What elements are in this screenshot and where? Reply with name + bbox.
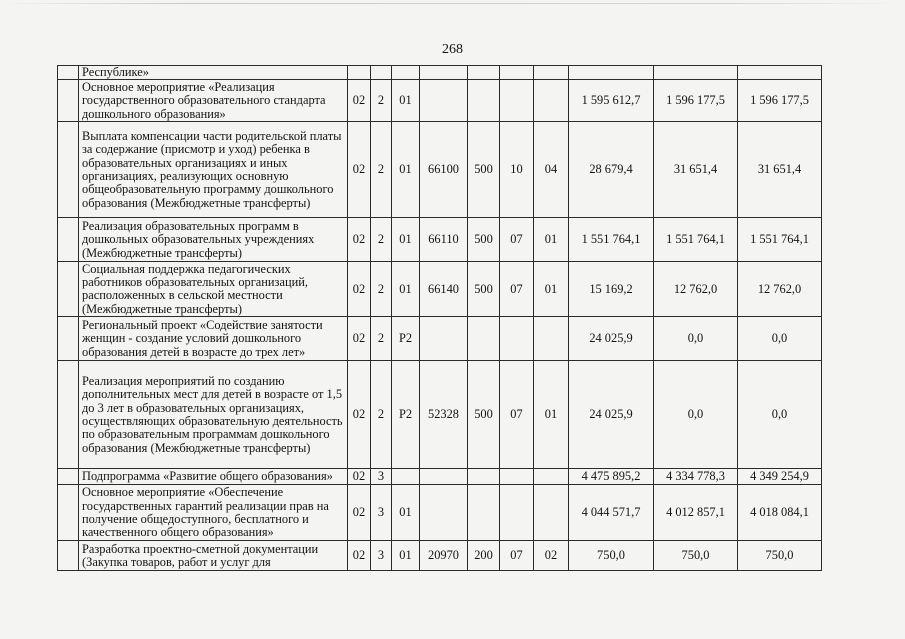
subsection-code: 04	[534, 122, 569, 218]
budget-table	[57, 65, 822, 571]
amount-year-2: 31 651,4	[654, 122, 738, 218]
amount-year-3	[738, 66, 822, 80]
item-description: Подпрограмма «Развитие общего образования»	[79, 469, 348, 485]
amount-year-3: 31 651,4	[738, 122, 822, 218]
subprogram-code: 3	[371, 485, 392, 541]
amount-year-2: 4 012 857,1	[654, 485, 738, 541]
table-row	[58, 262, 822, 317]
program-code: 02	[348, 361, 371, 469]
row-marker-cell	[58, 361, 79, 469]
expense-type-code	[468, 66, 500, 80]
target-code: 20970	[420, 541, 468, 571]
table-row	[58, 485, 822, 541]
subsection-code: 01	[534, 262, 569, 317]
subprogram-code: 2	[371, 218, 392, 262]
item-description: Социальная поддержка педагогических работников образовательных организаций, расположенных в сельской местности (Межбюджетные трансферты)	[79, 262, 348, 317]
subprogram-code: 2	[371, 361, 392, 469]
section-code: 07	[500, 218, 534, 262]
amount-year-1: 24 025,9	[569, 317, 654, 361]
row-marker-cell	[58, 317, 79, 361]
table-row	[58, 541, 822, 571]
amount-year-1: 750,0	[569, 541, 654, 571]
amount-year-2: 1 596 177,5	[654, 80, 738, 122]
program-code: 02	[348, 469, 371, 485]
item-description: Основное мероприятие «Обеспечение государственных гарантий реализации прав на получение общедоступного, бесплатного и качественного общего образования»	[79, 485, 348, 541]
amount-year-2: 4 334 778,3	[654, 469, 738, 485]
amount-year-1: 28 679,4	[569, 122, 654, 218]
program-code: 02	[348, 122, 371, 218]
expense-type-code: 500	[468, 122, 500, 218]
target-code	[420, 66, 468, 80]
section-code: 10	[500, 122, 534, 218]
measure-code: 01	[392, 262, 420, 317]
subsection-code: 02	[534, 541, 569, 571]
row-marker-cell	[58, 469, 79, 485]
section-code: 07	[500, 262, 534, 317]
expense-type-code	[468, 469, 500, 485]
subprogram-code: 2	[371, 317, 392, 361]
amount-year-2: 750,0	[654, 541, 738, 571]
subsection-code	[534, 485, 569, 541]
program-code: 02	[348, 218, 371, 262]
table-row	[58, 218, 822, 262]
subprogram-code: 2	[371, 80, 392, 122]
program-code	[348, 66, 371, 80]
amount-year-1: 4 044 571,7	[569, 485, 654, 541]
subsection-code: 01	[534, 218, 569, 262]
amount-year-1: 1 551 764,1	[569, 218, 654, 262]
subsection-code: 01	[534, 361, 569, 469]
table-row	[58, 122, 822, 218]
subprogram-code: 2	[371, 122, 392, 218]
row-marker-cell	[58, 541, 79, 571]
table-row	[58, 80, 822, 122]
expense-type-code	[468, 485, 500, 541]
subsection-code	[534, 66, 569, 80]
page-number: 268	[442, 42, 463, 57]
expense-type-code: 500	[468, 218, 500, 262]
measure-code: 01	[392, 122, 420, 218]
amount-year-2	[654, 66, 738, 80]
row-marker-cell	[58, 66, 79, 80]
target-code: 52328	[420, 361, 468, 469]
row-marker-cell	[58, 80, 79, 122]
row-marker-cell	[58, 122, 79, 218]
item-description: Реализация мероприятий по созданию дополнительных мест для детей в возрасте от 1,5 до 3 лет в образовательных организациях, осуществляющих образовательную деятельность по образовательным программам дошкольного образования (Межбюджетные трансферты)	[79, 361, 348, 469]
program-code: 02	[348, 317, 371, 361]
amount-year-2: 0,0	[654, 317, 738, 361]
section-code	[500, 485, 534, 541]
amount-year-3: 4 349 254,9	[738, 469, 822, 485]
amount-year-1: 4 475 895,2	[569, 469, 654, 485]
expense-type-code	[468, 317, 500, 361]
subsection-code	[534, 317, 569, 361]
target-code	[420, 469, 468, 485]
item-description: Республике»	[79, 66, 348, 80]
measure-code: 01	[392, 80, 420, 122]
amount-year-2: 1 551 764,1	[654, 218, 738, 262]
item-description: Основное мероприятие «Реализация государственного образовательного стандарта дошкольного образования»	[79, 80, 348, 122]
subsection-code	[534, 469, 569, 485]
amount-year-3: 12 762,0	[738, 262, 822, 317]
amount-year-1: 15 169,2	[569, 262, 654, 317]
expense-type-code: 200	[468, 541, 500, 571]
amount-year-1	[569, 66, 654, 80]
measure-code: P2	[392, 361, 420, 469]
section-code: 07	[500, 361, 534, 469]
section-code: 07	[500, 541, 534, 571]
amount-year-2: 12 762,0	[654, 262, 738, 317]
program-code: 02	[348, 541, 371, 571]
expense-type-code: 500	[468, 262, 500, 317]
measure-code: 01	[392, 485, 420, 541]
expense-type-code	[468, 80, 500, 122]
measure-code	[392, 469, 420, 485]
amount-year-3: 1 551 764,1	[738, 218, 822, 262]
subprogram-code: 2	[371, 262, 392, 317]
subprogram-code: 3	[371, 541, 392, 571]
section-code	[500, 469, 534, 485]
expense-type-code: 500	[468, 361, 500, 469]
section-code	[500, 66, 534, 80]
row-marker-cell	[58, 485, 79, 541]
measure-code: 01	[392, 541, 420, 571]
amount-year-1: 1 595 612,7	[569, 80, 654, 122]
target-code	[420, 485, 468, 541]
target-code: 66110	[420, 218, 468, 262]
table-row	[58, 317, 822, 361]
row-marker-cell	[58, 262, 79, 317]
row-marker-cell	[58, 218, 79, 262]
amount-year-3: 750,0	[738, 541, 822, 571]
program-code: 02	[348, 262, 371, 317]
scan-edge-line	[0, 3, 905, 4]
item-description: Реализация образовательных программ в дошкольных образовательных учреждениях (Межбюджетные трансферты)	[79, 218, 348, 262]
section-code	[500, 80, 534, 122]
target-code	[420, 80, 468, 122]
amount-year-2: 0,0	[654, 361, 738, 469]
table-row	[58, 361, 822, 469]
target-code	[420, 317, 468, 361]
amount-year-1: 24 025,9	[569, 361, 654, 469]
table-row	[58, 66, 822, 80]
amount-year-3: 4 018 084,1	[738, 485, 822, 541]
amount-year-3: 0,0	[738, 317, 822, 361]
item-description: Выплата компенсации части родительской платы за содержание (присмотр и уход) ребенка в образовательных организациях и иных организациях, реализующих основную общеобразовательную программу дошкольного образования (Межбюджетные трансферты)	[79, 122, 348, 218]
amount-year-3: 0,0	[738, 361, 822, 469]
subprogram-code	[371, 66, 392, 80]
item-description: Разработка проектно-сметной документации (Закупка товаров, работ и услуг для	[79, 541, 348, 571]
measure-code	[392, 66, 420, 80]
table-row	[58, 469, 822, 485]
subsection-code	[534, 80, 569, 122]
program-code: 02	[348, 80, 371, 122]
target-code: 66100	[420, 122, 468, 218]
subprogram-code: 3	[371, 469, 392, 485]
amount-year-3: 1 596 177,5	[738, 80, 822, 122]
section-code	[500, 317, 534, 361]
measure-code: 01	[392, 218, 420, 262]
program-code: 02	[348, 485, 371, 541]
item-description: Региональный проект «Содействие занятости женщин - создание условий дошкольного образования детей в возрасте до трех лет»	[79, 317, 348, 361]
measure-code: P2	[392, 317, 420, 361]
target-code: 66140	[420, 262, 468, 317]
